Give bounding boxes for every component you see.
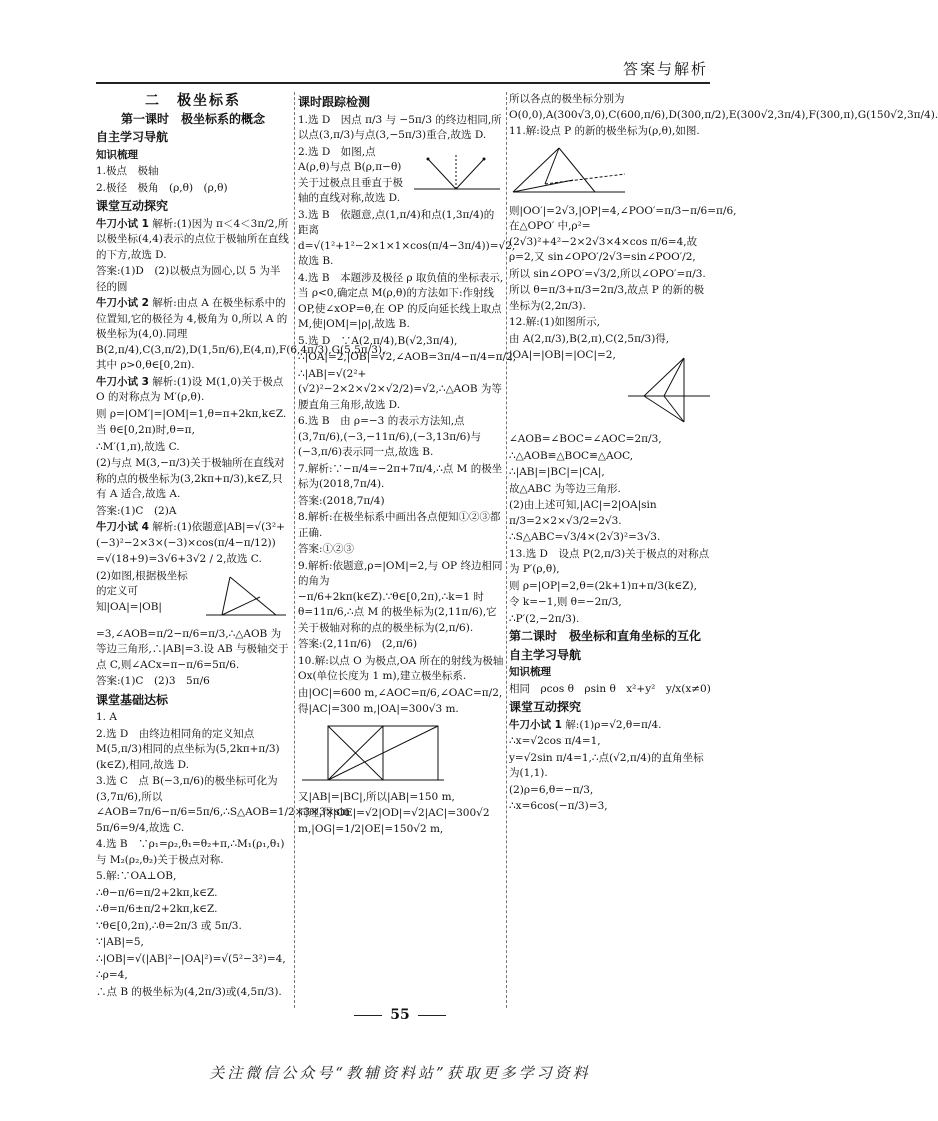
- text-line: 故△ABC 为等边三角形.: [509, 482, 621, 495]
- text-line: 11.解:设点 P 的新的极坐标为(ρ,θ),如图.: [509, 125, 700, 137]
- text-line: 则 ρ=|OP|=2,θ=(2k+1)π+π/3(k∈Z),: [509, 579, 697, 592]
- text-line: |OA|=|OB|=|OC|=2,: [509, 349, 616, 361]
- text-line: ∴|AB|=|BC|=|CA|,: [509, 466, 605, 478]
- section-heading: 课堂基础达标: [96, 692, 169, 707]
- page-number: [0, 1007, 800, 1023]
- text-line: 答案:(1)C (2)3 5π/6: [96, 675, 210, 687]
- rectangle-layout-figure: [298, 722, 448, 786]
- header-rule: [96, 82, 710, 84]
- text-line: 相同 ρcos θ ρsin θ x²+y² y/x(x≠0): [509, 682, 711, 695]
- text-line: 解析:由点 A 在极坐标系中的位置知,它的极径为 4,极角为 0,所以 A 的极坐标为(4,0).同理 B(2,π/4),C(3,π/2),D(1,5π/6),E(4,π),F(6,4π/3),G(5,5π/3),其中 ρ>0,θ∈[0,2π).: [96, 297, 386, 371]
- exercise-label: 牛刀小试 3: [96, 375, 149, 388]
- text-line: ∴S△ABC=√3/4×(2√3)²=3√3.: [509, 531, 661, 543]
- coordinate-shift-figure: [509, 144, 629, 200]
- text-line: =√(18+9)=3√6+3√2 / 2,故选 C.: [96, 553, 262, 565]
- text-line: ∵|AB|=5,: [96, 936, 144, 948]
- text-line: 解析:(1)设 M(1,0)关于极点 O 的对称点为 M′(ρ,θ).: [96, 375, 284, 403]
- text-line: 又|AB|=|BC|,所以|AB|=150 m,: [298, 790, 455, 803]
- text-line: 解:(1)ρ=√2,θ=π/4.: [565, 718, 662, 731]
- text-line: (2)由上述可知,|AC|=2|OA|sin π/3=2×2×√3/2=2√3.: [509, 499, 657, 527]
- text-line: 得|AC|=300 m,|OA|=300√3 m.: [298, 703, 459, 715]
- text-line: ∴ρ=4,: [96, 969, 128, 981]
- text-line: ∴θ=π/6±π/2+2kπ,k∈Z.: [96, 903, 218, 915]
- text-line: 13.选 D 设点 P(2,π/3)关于极点的对称点为 P′(ρ,θ),: [509, 547, 710, 575]
- text-line: 答案:(2018,7π/4): [298, 494, 385, 507]
- text-line: 令 k=−1,则 θ=−2π/3,: [509, 596, 622, 608]
- text-line: 9.解析:依题意,ρ=|OM|=2,与 OP 终边相同的角为 −π/6+2kπ(k∈Z).∵θ∈[0,2π),∴k=1 时 θ=11π/6,∴点 M 的极坐标为(2,11π/6),它关于极轴对称的点的极坐标为(2,π/6).: [298, 559, 503, 634]
- text-line: ∴M′(1,π),故选 C.: [96, 440, 180, 453]
- column-2: [298, 92, 517, 838]
- text-line: 7.解析:∵−π/4=−2π+7π/4,∴点 M 的极坐标为(2018,7π/4).: [298, 462, 503, 490]
- text-line: 2.选 D 如图,点 A(ρ,θ)与点 B(ρ,π−θ)关于过极点且垂直于极轴的直线对称,故选 D.: [298, 145, 403, 204]
- section-heading: 自主学习导航: [509, 647, 582, 662]
- text-line: (2)ρ=6,θ=−π/3,: [509, 783, 594, 796]
- text-line: 解析:(1)因为 π＜4＜3π/2,所以极坐标(4,4)表示的点位于极轴所在直线的下方,故选 D.: [96, 217, 289, 261]
- text-line: ∴x=6cos(−π/3)=3,: [509, 800, 608, 812]
- text-line: 3.选 B 依题意,点(1,π/4)和点(1,3π/4)的距离 d=√(1²+1²−2×1×1×cos(π/4−3π/4))=√2,故选 B.: [298, 208, 516, 267]
- text-line: 3.选 C 点 B(−3,π/6)的极坐标可化为(3,7π/6),所以∠AOB=7π/6−π/6=5π/6,∴S△AOB=1/2×3×3×sin 5π/6=9/4,故选 C.: [96, 775, 350, 834]
- exercise-label: 牛刀小试 1: [96, 217, 149, 230]
- section-heading: 课堂互动探究: [509, 700, 582, 714]
- text-line: 4.选 B 本题涉及极径 ρ 取负值的坐标表示,当 ρ<0,确定点 M(ρ,θ)的方法如下:作射线 OP,使∠xOP=θ,在 OP 的反向延长线上取点 M,使|OM|=|ρ|,故选 B.: [298, 271, 504, 330]
- text-line: 1.极点 极轴: [96, 165, 159, 177]
- text-line: 2.极径 极角 (ρ,θ) (ρ,θ): [96, 181, 228, 194]
- text-line: ∵θ∈[0,2π),∴θ=2π/3 或 5π/3.: [96, 919, 242, 932]
- column-3: [509, 92, 938, 816]
- text-line: 12.解:(1)如图所示,: [509, 316, 600, 328]
- text-line: ∴θ−π/6=π/2+2kπ,k∈Z.: [96, 886, 218, 899]
- text-line: ∴△AOB≌△BOC≌△AOC,: [509, 449, 634, 462]
- header-title: 答案与解析: [622, 60, 708, 78]
- section-heading: 课堂互动探究: [96, 199, 169, 213]
- column-divider: [294, 92, 295, 1008]
- subsection-heading: 知识梳理: [509, 666, 551, 678]
- text-line: 由 A(2,π/3),B(2,π),C(2,5π/3)得,: [509, 332, 670, 345]
- text-line: 解析:(1)依题意|AB|=√(3²+(−3)²−2×3×(−3)×cos(π/4−π/12)): [96, 521, 285, 549]
- text-line: ∴P′(2,−2π/3).: [509, 612, 580, 625]
- text-line: 则 ρ=|OM′|=|OM|=1,θ=π+2kπ,k∈Z.: [96, 407, 287, 420]
- text-line: 10.解:以点 O 为极点,OA 所在的射线为极轴 Ox(单位长度为 1 m),建立极坐标系.: [298, 654, 504, 682]
- text-line: 由|OC|=600 m,∠AOC=π/6,∠OAC=π/2,: [298, 686, 503, 699]
- polar-symmetry-figure: [408, 149, 504, 197]
- footer-note: 关注微信公众号“教辅资料站”获取更多学习资料: [209, 1064, 591, 1082]
- text-line: y=√2sin π/4=1,∴点(√2,π/4)的直角坐标为(1,1).: [509, 751, 704, 779]
- text-line: (2)如图,根据极坐标的定义可知|OA|=|OB|: [96, 569, 188, 613]
- chapter-title: 二 极坐标系: [145, 93, 241, 109]
- text-line: 8.解析:在极坐标系中画出各点便知①②③都正确.: [298, 511, 501, 539]
- lesson-title: 第二课时 极坐标和直角坐标的互化: [509, 629, 702, 643]
- text-line: 所以 θ=π/3+π/3=2π/3,故点 P 的新的极坐标为(2,2π/3).: [509, 284, 705, 312]
- lesson-title: 第一课时 极坐标系的概念: [120, 111, 265, 126]
- text-line: ∴|AB|=√(2²+(√2)²−2×2×√2×√2/2)=√2,∴△AOB 为等腰直角三角形,故选 D.: [298, 367, 502, 411]
- text-line: 答案:(2,11π/6) (2,π/6): [298, 638, 418, 650]
- text-line: 当 θ∈[0,2π)时,θ=π,: [96, 424, 195, 436]
- subsection-heading: 知识梳理: [96, 148, 138, 161]
- section-heading: 自主学习导航: [96, 130, 169, 144]
- page-number-text: 55: [390, 1007, 410, 1023]
- text-line: 6.选 B 由 ρ=−3 的表示方法知,点(3,7π/6),(−3,−11π/6),(−3,13π/6)与(−3,π/6)表示同一点,故选 B.: [298, 415, 481, 458]
- page-number-dash: [354, 1015, 382, 1016]
- text-line: 1. A: [96, 711, 117, 723]
- text-line: ∴x=√2cos π/4=1,: [509, 735, 601, 747]
- exercise-label: 牛刀小试 4: [96, 521, 149, 533]
- exercise-label: 牛刀小试 2: [96, 297, 149, 309]
- text-line: 2.选 D 由终边相同角的定义知点 M(5,π/3)相同的点坐标为(5,2kπ+π/3)(k∈Z),相同,故选 D.: [96, 727, 280, 771]
- text-line: (2)与点 M(3,−π/3)关于极轴所在直线对称的点的极坐标为(3,2kπ+π/3),k∈Z,只有 A 适合,故选 A.: [96, 457, 285, 500]
- page-number-dash: [418, 1015, 446, 1016]
- text-line: 1.选 D 因点 π/3 与 −5π/3 的终边相同,所以点(3,π/3)与点(3,−5π/3)重合,故选 D.: [298, 113, 502, 141]
- exercise-label: 牛刀小试 1: [509, 718, 562, 731]
- text-line: 答案:(1)D (2)以极点为圆心,以 5 为半径的圆: [96, 265, 281, 293]
- text-line: 答案:①②③: [298, 543, 355, 555]
- text-line: 答案:(1)C (2)A: [96, 504, 177, 517]
- text-line: ∴|OB|=√(|AB|²−|OA|²)=√(5²−3²)=4,: [96, 952, 286, 965]
- text-line: 所以 sin∠OPO′=√3/2,所以∠OPO′=π/3.: [509, 267, 706, 280]
- text-line: =3,∠AOB=π/2−π/6=π/3,∴△AOB 为等边三角形,∴|AB|=3.设 AB 与极轴交于点 C,则∠ACx=π−π/6=5π/6.: [96, 627, 289, 671]
- text-line: 5.解:∵OA⊥OB,: [96, 870, 177, 882]
- text-line: 4.选 B ∵ρ₁=ρ₂,θ₁=θ₂+π,∴M₁(ρ₁,θ₁)与 M₂(ρ₂,θ₂)关于极点对称.: [96, 838, 285, 866]
- text-line: ∴|OA|=2,|OB|=√2,∠AOB=3π/4−π/4=π/2,: [298, 351, 517, 363]
- triangle-figure: [202, 573, 290, 623]
- text-line: 所以各点的极坐标分别为 O(0,0),A(300√3,0),C(600,π/6),D(300,π/2),E(300√2,3π/4),F(300,π),G(150√2,3π/4).: [509, 93, 938, 121]
- column-divider: [506, 92, 507, 1008]
- text-line: 同理,得|OE|=√2|OD|=√2|AC|=300√2 m,|OG|=1/2|OE|=150√2 m,: [298, 807, 490, 835]
- section-heading: 课时跟踪检测: [298, 95, 371, 109]
- text-line: ∠AOB=∠BOC=∠AOC=2π/3,: [509, 433, 662, 445]
- text-line: ∴点 B 的极坐标为(4,2π/3)或(4,5π/3).: [96, 985, 282, 998]
- text-line: 则|OO′|=2√3,|OP|=4,∠POO′=π/3−π/6=π/6,在△OPO′ 中,ρ²=(2√3)²+4²−2×2√3×4×cos π/6=4,故 ρ=2,又 sin∠OPO′/2√3=sin∠POO′/2,: [509, 204, 737, 263]
- text-line: 5.选 D ∵A(2,π/4),B(√2,3π/4),: [298, 334, 458, 347]
- equilateral-triangle-figure: [624, 352, 712, 428]
